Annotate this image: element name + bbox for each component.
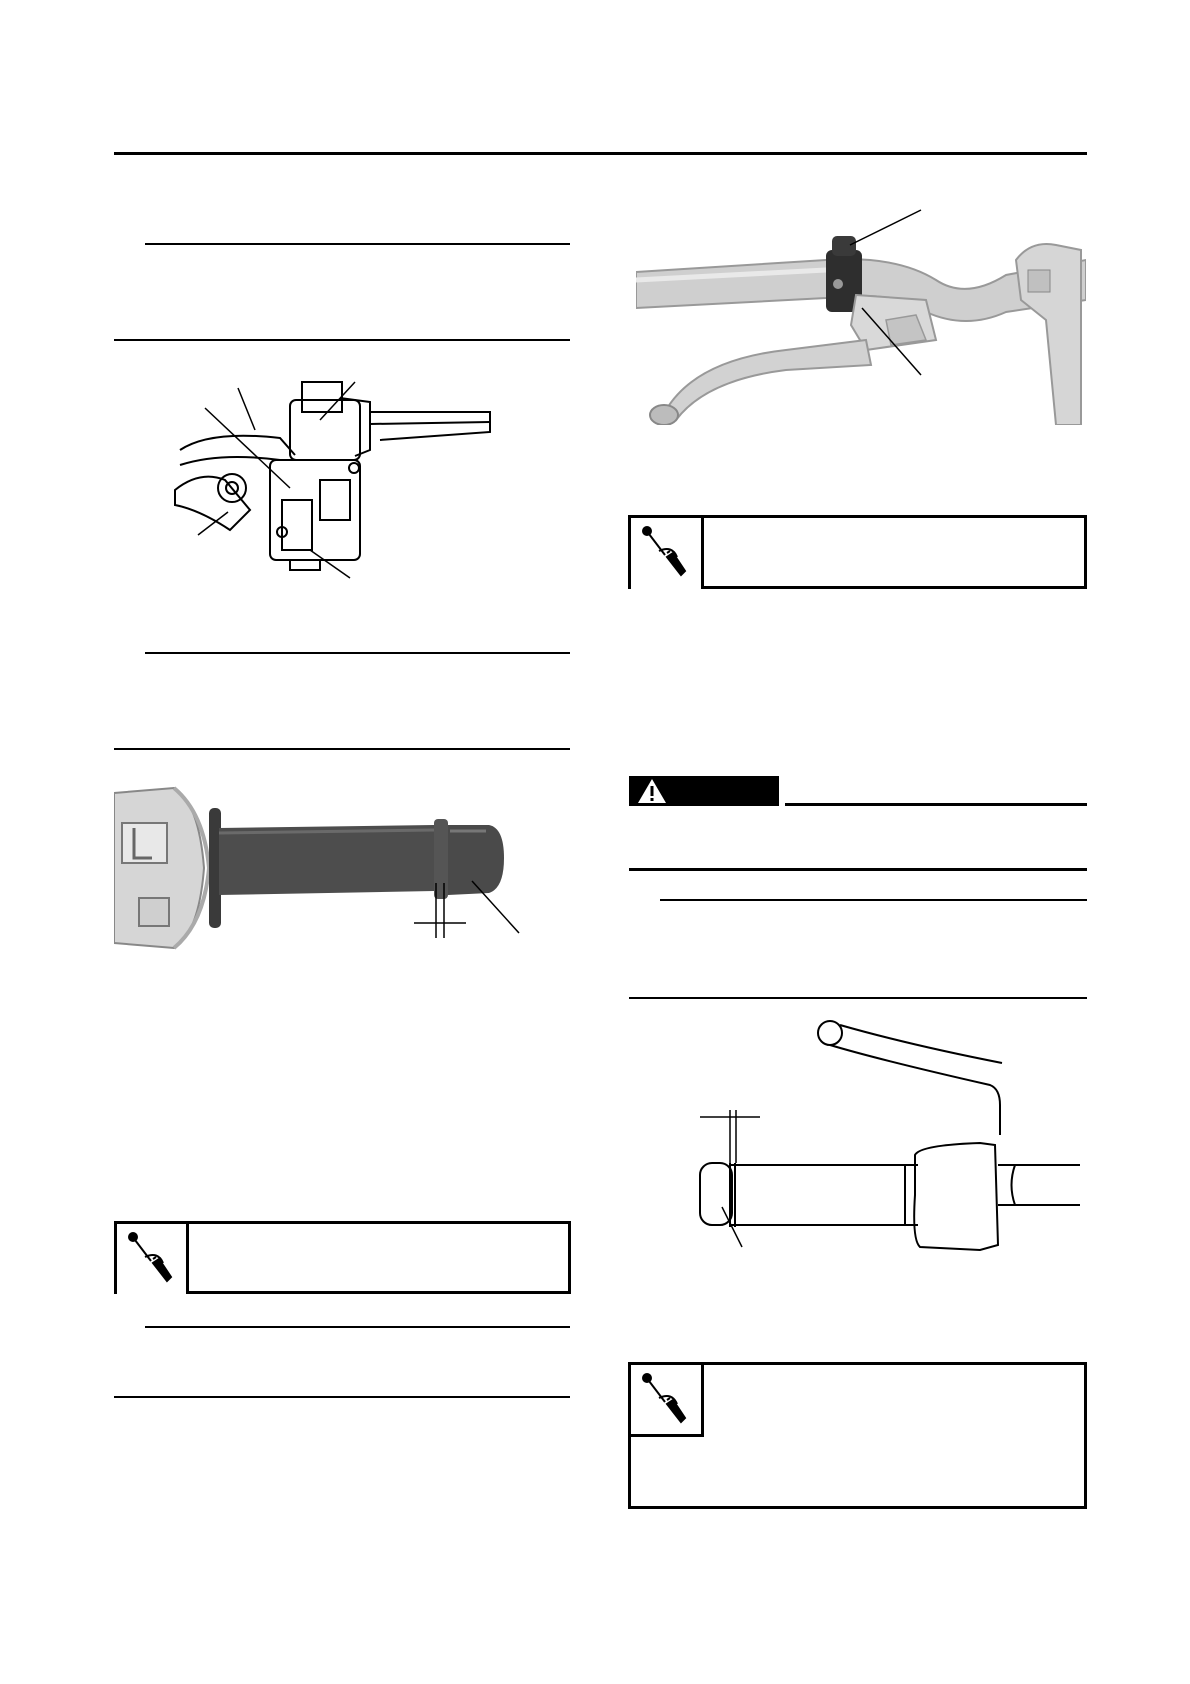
warning-triangle-icon [637,778,667,804]
note-bottom-rule-2 [114,748,570,750]
lever-holder-drawing [636,200,1086,425]
torque-icon-cell-2 [631,518,704,589]
header-text [114,120,1087,144]
note-bottom-rule-4 [629,997,1087,999]
header-rule [114,152,1087,155]
note-top-rule-2 [145,652,570,654]
note-bottom-rule-1 [114,339,570,341]
torque-spec-box-3 [628,1362,1087,1509]
note-bottom-rule-3 [114,1396,570,1398]
torque-icon-cell-1 [117,1224,189,1294]
warning-text [629,815,1087,859]
torque-spec-text-2 [717,528,1077,578]
footer-text [114,1600,1087,1624]
torque-spec-text-1 [202,1234,562,1284]
throttle-grip-figure [114,783,534,953]
torque-spec-box-2 [628,515,1087,589]
torque-wrench-icon [637,1370,697,1430]
torque-spec-box-1 [114,1221,571,1294]
throttle-grip-drawing [114,783,534,953]
left-grip-figure [680,1015,1080,1265]
note-top-rule-1 [145,243,570,245]
warning-header-rule [785,803,1087,806]
left-grip-drawing [680,1015,1080,1265]
note-top-rule-3 [145,1326,570,1328]
warning-bottom-rule [629,868,1087,871]
torque-wrench-icon [637,523,697,583]
switch-assembly-drawing [170,360,500,590]
torque-spec-text-3 [717,1375,1077,1495]
warning-label-bar [629,776,779,806]
lever-holder-figure [636,200,1086,425]
torque-icon-cell-3 [631,1365,704,1437]
torque-wrench-icon [123,1229,183,1289]
switch-assembly-figure [170,360,500,590]
note-top-rule-4 [660,899,1087,901]
